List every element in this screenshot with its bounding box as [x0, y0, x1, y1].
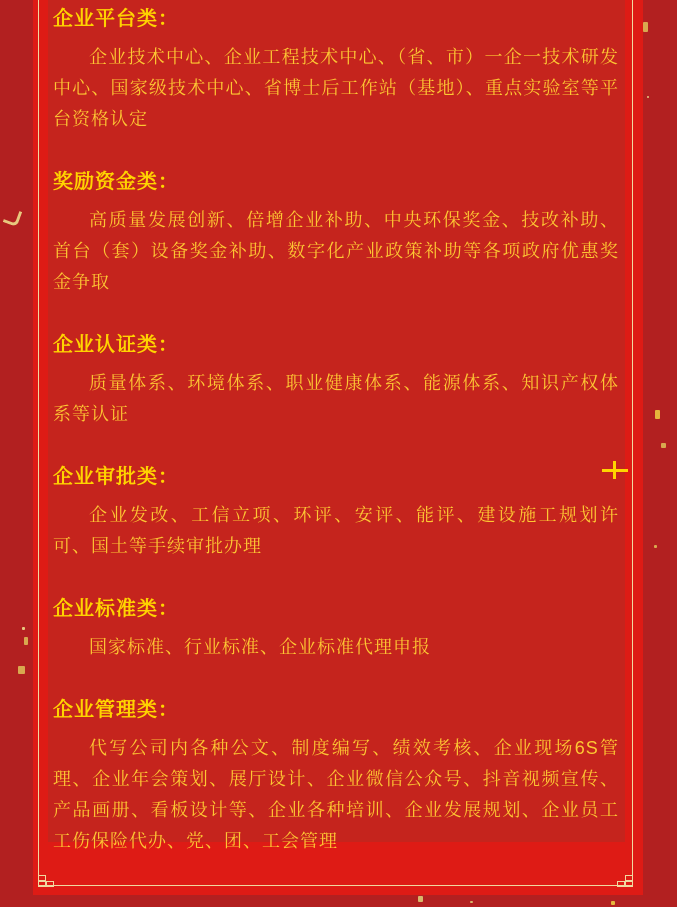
section-body: 企业技术中心、企业工程技术中心、（省、市）一企一技术研发中心、国家级技术中心、省博士后工作站（基地）、重点实验室等平台资格认定 [53, 47, 619, 129]
section-enterprise-approval [53, 464, 619, 562]
speck-decoration [643, 22, 648, 32]
section-body: 高质量发展创新、倍增企业补助、中央环保奖金、技改补助、首台（套）设备奖金补助、数字化产业政策补助等各项政府优惠奖金争取 [53, 210, 619, 292]
section-enterprise-standards [53, 596, 619, 663]
section-heading: 企业平台类： [53, 8, 179, 30]
section-heading: 企业标准类： [53, 598, 179, 620]
section-reward-funds [53, 169, 619, 298]
speck-decoration [611, 901, 615, 905]
section-body: 代写公司内各种公文、制度编写、绩效考核、企业现场6S管理、企业年会策划、展厅设计、企业微信公众号、抖音视频宣传、产品画册、看板设计等、企业各种培训、企业发展规划、企业员工工伤保险代办、党、团、工会管理 [53, 738, 619, 851]
section-body: 企业发改、工信立项、环评、安评、能评、建设施工规划许可、国土等手续审批办理 [53, 505, 619, 556]
section-heading: 奖励资金类： [53, 171, 179, 193]
speck-decoration [661, 443, 666, 448]
section-heading: 企业审批类： [53, 466, 179, 488]
speck-decoration [655, 410, 660, 419]
speck-decoration [24, 637, 28, 645]
section-enterprise-platform [53, 6, 619, 135]
speck-decoration [647, 96, 649, 98]
speck-decoration [22, 627, 25, 630]
section-heading: 企业认证类： [53, 334, 179, 356]
speck-decoration [654, 545, 657, 548]
speck-decoration [470, 901, 473, 903]
speck-decoration [18, 666, 25, 674]
content-area [48, 0, 625, 851]
speck-decoration [418, 896, 423, 902]
speck-decoration [3, 207, 23, 227]
section-enterprise-management [53, 697, 619, 857]
section-body: 国家标准、行业标准、企业标准代理申报 [89, 637, 431, 657]
section-body: 质量体系、环境体系、职业健康体系、能源体系、知识产权体系等认证 [53, 373, 619, 424]
section-heading: 企业管理类： [53, 699, 179, 721]
section-enterprise-certification [53, 332, 619, 430]
